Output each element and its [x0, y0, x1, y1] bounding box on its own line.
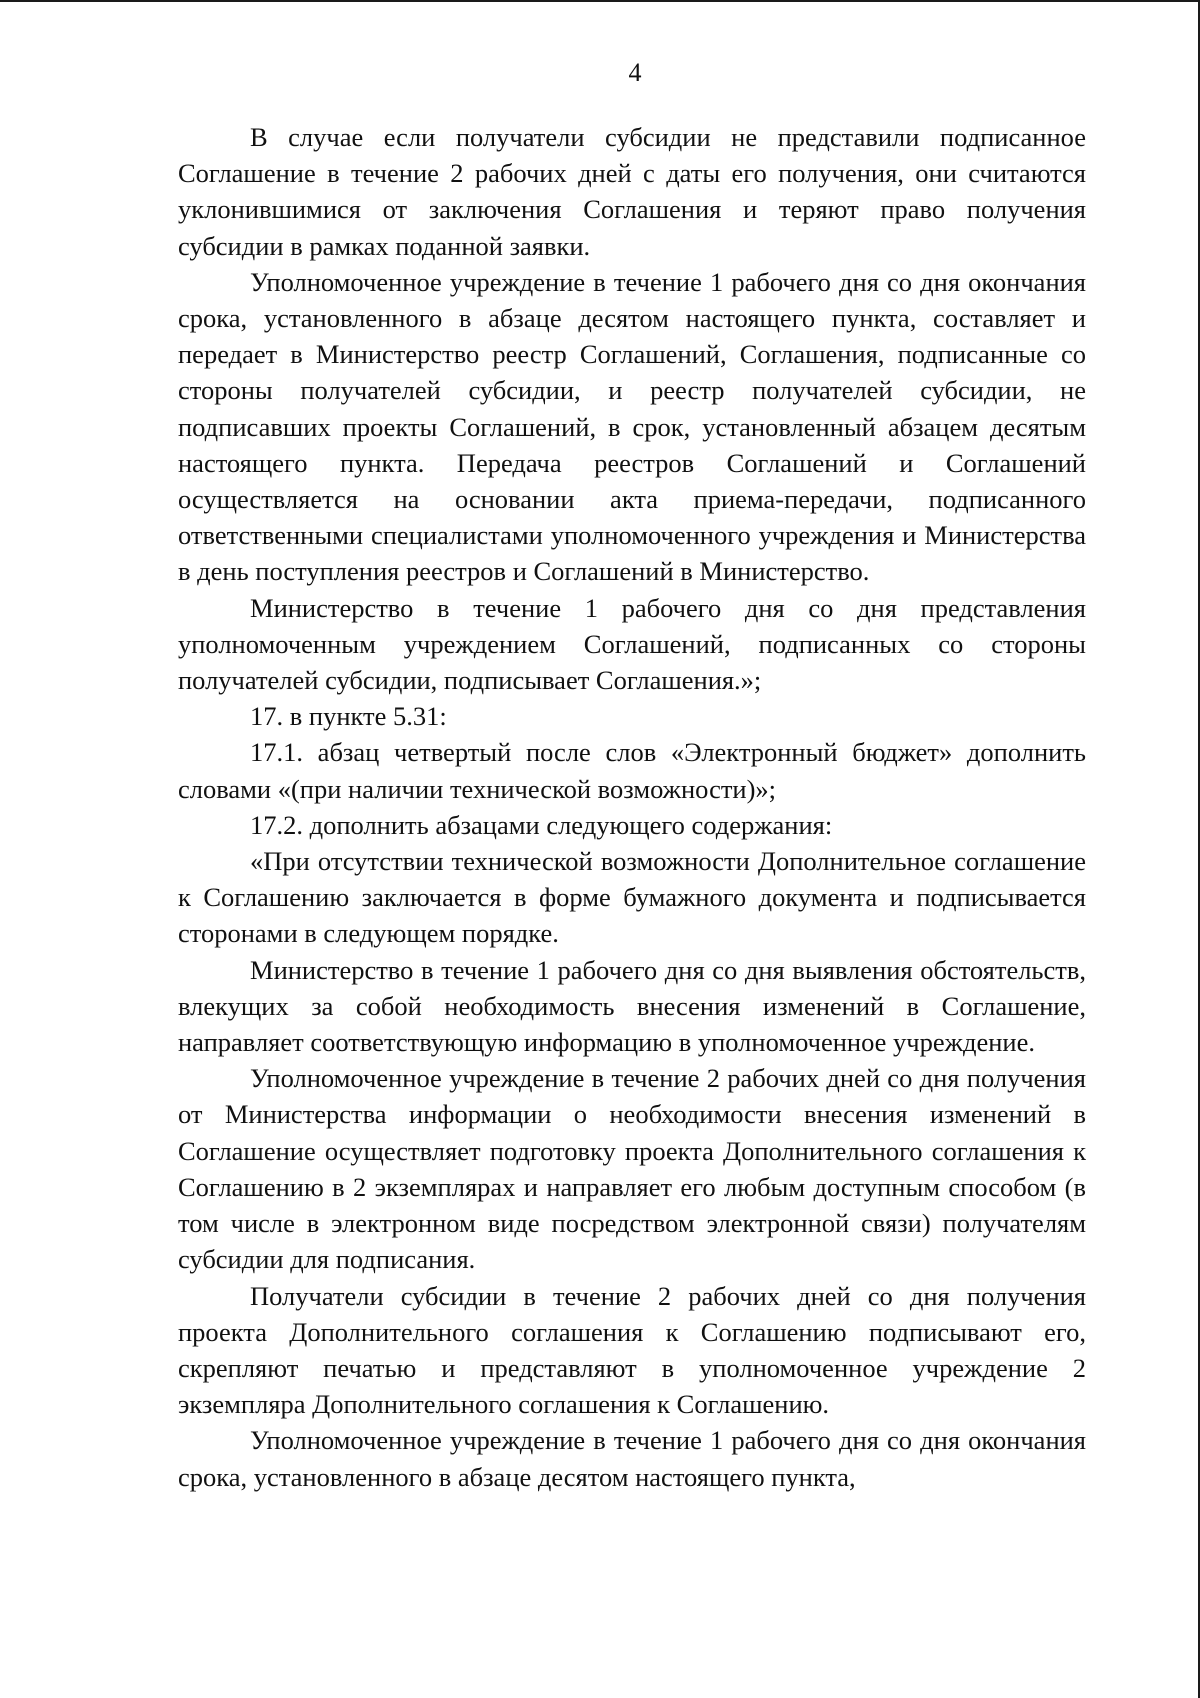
paragraph-5: 17.1. абзац четвертый после слов «Электронный бюджет» дополнить словами «(при наличии технической возможности)»;	[178, 737, 1086, 804]
paragraph-9: Уполномоченное учреждение в течение 2 рабочих дней со дня получения от Министерства информации о необходимости внесения изменений в Соглашение осуществляет подготовку проекта Дополнительного соглашения к Соглашению в 2 экземплярах и направляет его любым доступным способом (в том числе в электронном виде посредством электронной связи) получателям субсидии для подписания.	[178, 1063, 1086, 1275]
paragraph-6: 17.2. дополнить абзацами следующего содержания:	[250, 809, 833, 840]
paragraph-3: Министерство в течение 1 рабочего дня со дня представления уполномоченным учреждением Соглашений, подписанных со стороны получателей субсидии, подписывает Соглашения.»;	[178, 592, 1086, 696]
document-body	[178, 119, 1086, 1495]
page-number: 4	[628, 58, 642, 87]
paragraph-10: Получатели субсидии в течение 2 рабочих дней со дня получения проекта Дополнительного соглашения к Соглашению подписывают его, скрепляют печатью и представляют в уполномоченное учреждение 2 экземпляра Дополнительного соглашения к Соглашению.	[178, 1280, 1086, 1420]
paragraph-8: Министерство в течение 1 рабочего дня со дня выявления обстоятельств, влекущих за собой необходимость внесения изменений в Соглашение, направляет соответствующую информацию в уполномоченное учреждение.	[178, 954, 1086, 1058]
scan-border-top	[0, 0, 1200, 2]
paragraph-1: В случае если получатели субсидии не представили подписанное Соглашение в течение 2 рабочих дней с даты его получения, они считаются уклонившимися от заключения Соглашения и теряют право получения субсидии в рамках поданной заявки.	[178, 122, 1086, 261]
paragraph-7: «При отсутствии технической возможности Дополнительное соглашение к Соглашению заключается в форме бумажного документа и подписывается сторонами в следующем порядке.	[178, 846, 1086, 949]
paragraph-11: Уполномоченное учреждение в течение 1 рабочего дня со дня окончания срока, установленного в абзаце десятом настоящего пункта,	[178, 1425, 1086, 1492]
paragraph-4: 17. в пункте 5.31:	[250, 701, 447, 732]
paragraph-2: Уполномоченное учреждение в течение 1 рабочего дня со дня окончания срока, установленного в абзаце десятом настоящего пункта, составляет и передает в Министерство реестр Соглашений, Соглашения, подписанные со стороны получателей субсидии, и реестр получателей субсидии, не подписавших проекты Соглашений, в срок, установленный абзацем десятым настоящего пункта. Передача реестров Соглашений и Соглашений осуществляется на основании акта приема-передачи, подписанного ответственными специалистами уполномоченного учреждения и Министерства в день поступления реестров и Соглашений в Министерство.	[178, 266, 1086, 587]
